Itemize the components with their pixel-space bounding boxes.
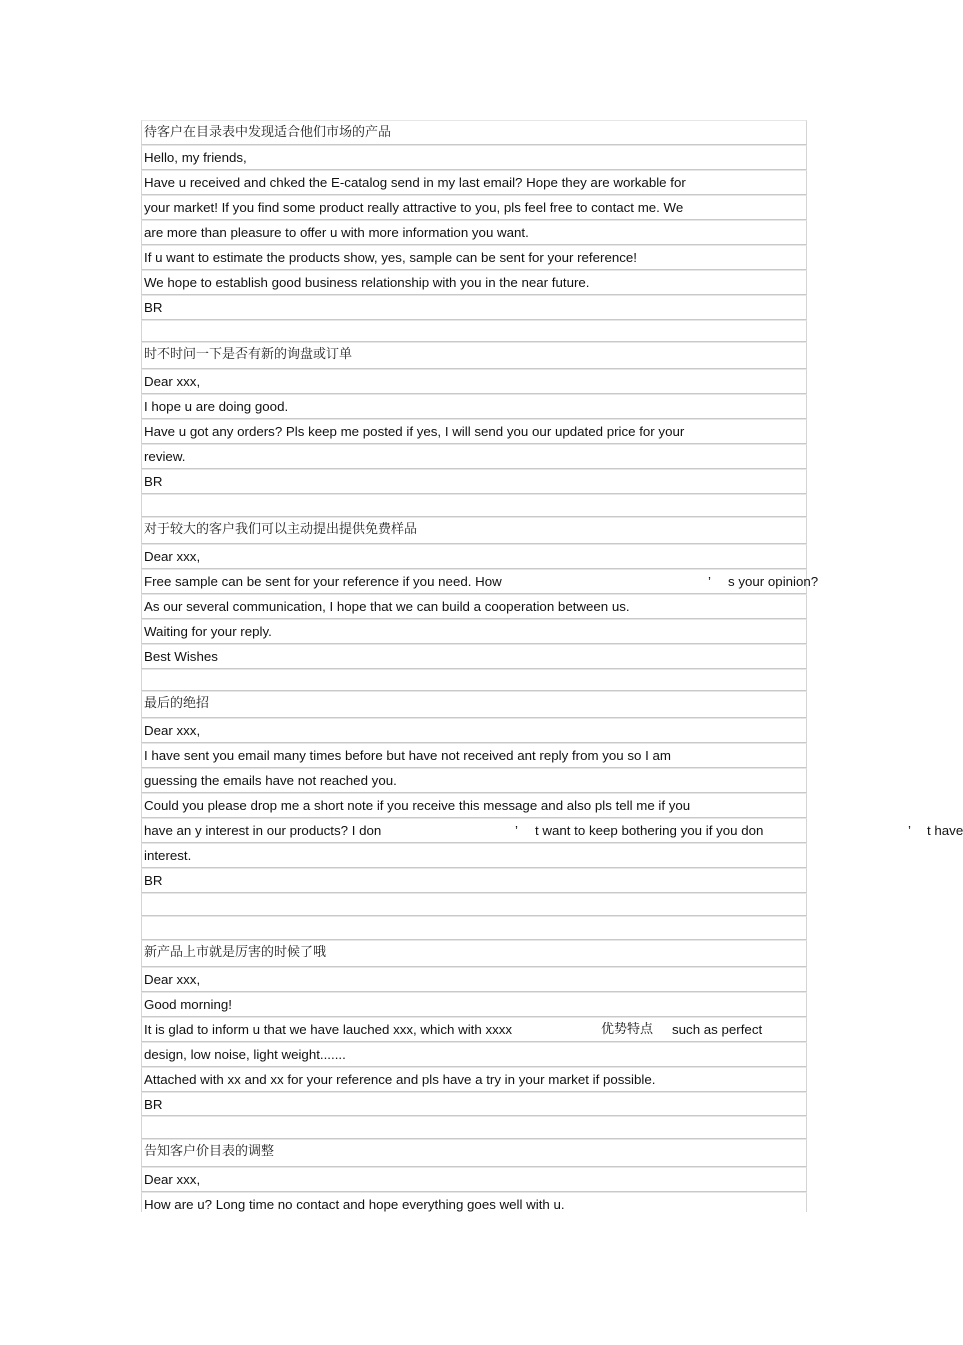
- empty-row: [141, 916, 807, 940]
- row-text: As our several communication, I hope that we can build a cooperation between us.: [144, 599, 630, 614]
- row-text-segment: ’: [908, 823, 911, 838]
- text-row: [141, 1192, 807, 1212]
- text-row: [141, 1167, 807, 1192]
- text-row: [141, 1092, 807, 1116]
- section-heading-row: [141, 517, 807, 544]
- text-row: [141, 245, 807, 270]
- row-text: review.: [144, 449, 186, 464]
- section-heading: 对于较大的客户我们可以主动提出提供免费样品: [144, 522, 418, 537]
- text-row: [141, 170, 807, 195]
- row-text: Dear xxx,: [144, 972, 201, 987]
- text-row: [141, 419, 807, 444]
- row-text: Attached with xx and xx for your reference and pls have a try in your market if possible.: [144, 1072, 656, 1087]
- text-row: [141, 619, 807, 644]
- text-row: [141, 1042, 807, 1067]
- row-text-segment: ’: [515, 823, 518, 838]
- row-text: I hope u are doing good.: [144, 399, 289, 414]
- row-text: Dear xxx,: [144, 1172, 201, 1187]
- row-text-segment: such as perfect: [672, 1022, 763, 1037]
- text-row: [141, 967, 807, 992]
- section-heading: 最后的绝招: [144, 696, 210, 711]
- text-row: [141, 743, 807, 768]
- text-row: [141, 369, 807, 394]
- text-row: [141, 818, 963, 843]
- text-row: [141, 718, 807, 743]
- row-text: Best Wishes: [144, 649, 218, 664]
- text-row: [141, 992, 807, 1017]
- row-text: Could you please drop me a short note if you receive this message and also pls tell me if you: [144, 798, 691, 813]
- text-row: [141, 793, 807, 818]
- section-heading-row: [141, 342, 807, 369]
- row-text: Hello, my friends,: [144, 150, 247, 165]
- section-heading-row: [141, 691, 807, 718]
- row-text: If u want to estimate the products show, yes, sample can be sent for your reference!: [144, 250, 637, 265]
- text-row: [141, 270, 807, 295]
- row-text: Have u received and chked the E-catalog send in my last email? Hope they are workable for: [144, 175, 686, 190]
- row-text: I have sent you email many times before but have not received ant reply from you so I am: [144, 748, 671, 763]
- text-row: [141, 394, 807, 419]
- text-row: [141, 544, 807, 569]
- row-text: We hope to establish good business relationship with you in the near future.: [144, 275, 590, 290]
- section-heading-row: [141, 120, 807, 145]
- row-text-segment: ’: [708, 574, 711, 589]
- section-heading: 待客户在目录表中发现适合他们市场的产品: [144, 125, 392, 140]
- section-heading: 时不时问一下是否有新的询盘或订单: [144, 347, 353, 362]
- row-text: Good morning!: [144, 997, 232, 1012]
- row-text: Have u got any orders? Pls keep me posted if yes, I will send you our updated price for your: [144, 424, 685, 439]
- row-text-segment: s your opinion?: [728, 574, 819, 589]
- section-heading: 新产品上市就是厉害的时候了哦: [144, 945, 327, 960]
- section-heading-row: [141, 1139, 807, 1167]
- empty-row: [141, 320, 807, 342]
- row-text: Dear xxx,: [144, 723, 201, 738]
- row-text-segment: Free sample can be sent for your reference if you need. How: [144, 574, 502, 589]
- empty-row: [141, 669, 807, 691]
- row-text: Dear xxx,: [144, 549, 201, 564]
- row-text-segment: t want to keep bothering you if you don: [535, 823, 764, 838]
- text-row: [141, 195, 807, 220]
- row-text: interest.: [144, 848, 192, 863]
- row-text-segment: 优势特点: [601, 1022, 654, 1037]
- row-text-segment: have an y interest in our products? I don: [144, 823, 382, 838]
- text-row: [141, 644, 807, 669]
- text-row: [141, 444, 807, 469]
- text-row: [141, 569, 819, 594]
- row-text: Waiting for your reply.: [144, 624, 272, 639]
- text-row: [141, 220, 807, 245]
- empty-row: [141, 1116, 807, 1139]
- text-row: [141, 1067, 807, 1092]
- section-heading-row: [141, 940, 807, 967]
- section-heading: 告知客户价目表的调整: [144, 1144, 275, 1159]
- row-text: BR: [144, 300, 163, 315]
- row-text-segment: It is glad to inform u that we have lauched xxx, which with xxxx: [144, 1022, 513, 1037]
- text-row: [141, 295, 807, 320]
- row-text: How are u? Long time no contact and hope everything goes well with u.: [144, 1197, 565, 1212]
- empty-row: [141, 494, 807, 517]
- text-row: [141, 868, 807, 893]
- empty-row: [141, 893, 807, 916]
- row-text: design, low noise, light weight.......: [144, 1047, 346, 1062]
- text-row: [141, 594, 807, 619]
- text-row: [141, 145, 807, 170]
- row-text: BR: [144, 873, 163, 888]
- row-text: guessing the emails have not reached you.: [144, 773, 397, 788]
- row-text: BR: [144, 1097, 163, 1112]
- row-text-segment: t have: [927, 823, 963, 838]
- text-row: [141, 1017, 807, 1042]
- row-text: Dear xxx,: [144, 374, 201, 389]
- row-text: BR: [144, 474, 163, 489]
- row-text: your market! If you find some product really attractive to you, pls feel free to contact me. We: [144, 200, 684, 215]
- row-text: are more than pleasure to offer u with more information you want.: [144, 225, 529, 240]
- text-row: [141, 843, 807, 868]
- text-row: [141, 768, 807, 793]
- text-row: [141, 469, 807, 494]
